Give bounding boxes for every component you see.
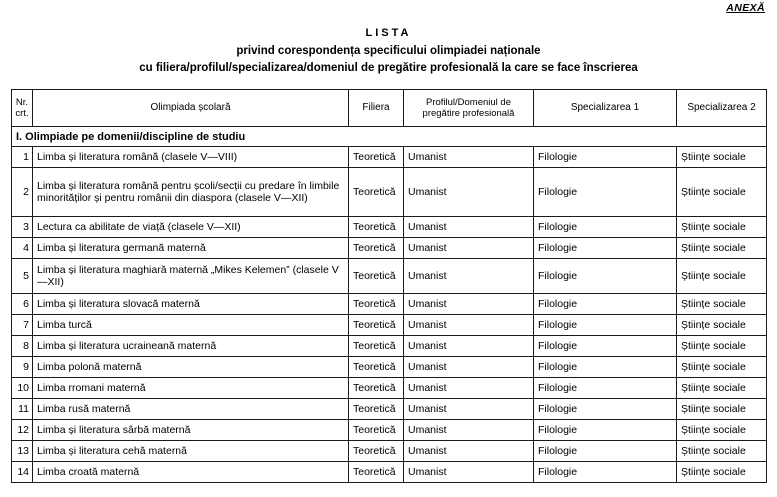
cell-profil: Umanist: [404, 217, 534, 238]
cell-specializarea-1: Filologie: [534, 336, 677, 357]
cell-olimpiada: Limba turcă: [33, 315, 349, 336]
cell-profil: Umanist: [404, 294, 534, 315]
olympiad-correspondence-table: [11, 89, 767, 483]
cell-olimpiada: Limba și literatura germană maternă: [33, 238, 349, 259]
cell-specializarea-1: Filologie: [534, 238, 677, 259]
cell-olimpiada: Limba rusă maternă: [33, 399, 349, 420]
cell-olimpiada: Limba și literatura ucraineană maternă: [33, 336, 349, 357]
cell-specializarea-2: Științe sociale: [677, 378, 767, 399]
cell-olimpiada: Limba și literatura maghiară maternă „Mikes Kelemen” (clasele V—XII): [33, 259, 349, 294]
table-row: [12, 294, 767, 315]
cell-specializarea-2: Științe sociale: [677, 147, 767, 168]
cell-filiera: Teoretică: [349, 315, 404, 336]
document-title-block: [11, 26, 766, 77]
column-header-olimpiada: Olimpiada școlară: [33, 90, 349, 127]
cell-olimpiada: Limba polonă maternă: [33, 357, 349, 378]
cell-nr-crt: 13: [12, 441, 33, 462]
cell-profil: Umanist: [404, 441, 534, 462]
cell-specializarea-2: Științe sociale: [677, 238, 767, 259]
column-header-profil: [404, 90, 534, 127]
table-row: [12, 259, 767, 294]
column-header-filiera: Filiera: [349, 90, 404, 127]
column-header-specializarea-1: Specializarea 1: [534, 90, 677, 127]
table-row: [12, 217, 767, 238]
cell-specializarea-1: Filologie: [534, 399, 677, 420]
cell-filiera: Teoretică: [349, 294, 404, 315]
cell-nr-crt: 8: [12, 336, 33, 357]
cell-specializarea-1: Filologie: [534, 217, 677, 238]
table-row: [12, 336, 767, 357]
cell-olimpiada: Limba și literatura română pentru școli/secții cu predare în limbile minorităților și pentru românii din diaspora (clasele V—XII): [33, 168, 349, 217]
cell-specializarea-1: Filologie: [534, 441, 677, 462]
cell-specializarea-1: Filologie: [534, 294, 677, 315]
column-header-nr-crt-line1: Nr.: [15, 97, 29, 108]
table-row: [12, 420, 767, 441]
cell-specializarea-1: Filologie: [534, 168, 677, 217]
cell-olimpiada: Limba și literatura slovacă maternă: [33, 294, 349, 315]
cell-profil: Umanist: [404, 378, 534, 399]
column-header-nr-crt-line2: crt.: [15, 108, 29, 119]
page-subtitle-line1: privind corespondența specificului olimpiadei naționale: [236, 45, 541, 57]
cell-profil: Umanist: [404, 147, 534, 168]
table-row: [12, 238, 767, 259]
table-row: [12, 378, 767, 399]
cell-specializarea-1: Filologie: [534, 378, 677, 399]
table-row: [12, 399, 767, 420]
cell-nr-crt: 2: [12, 168, 33, 217]
cell-filiera: Teoretică: [349, 399, 404, 420]
cell-olimpiada: Limba croată maternă: [33, 462, 349, 483]
cell-specializarea-2: Științe sociale: [677, 294, 767, 315]
cell-specializarea-2: Științe sociale: [677, 462, 767, 483]
table-row: [12, 315, 767, 336]
cell-profil: Umanist: [404, 238, 534, 259]
cell-specializarea-2: Științe sociale: [677, 217, 767, 238]
cell-nr-crt: 14: [12, 462, 33, 483]
cell-nr-crt: 9: [12, 357, 33, 378]
cell-filiera: Teoretică: [349, 462, 404, 483]
cell-olimpiada: Lectura ca abilitate de viață (clasele V—XII): [33, 217, 349, 238]
cell-filiera: Teoretică: [349, 336, 404, 357]
cell-specializarea-1: Filologie: [534, 147, 677, 168]
column-header-profil-line1: Profilul/Domeniul de: [425, 97, 511, 108]
cell-filiera: Teoretică: [349, 357, 404, 378]
section-title: I. Olimpiade pe domenii/discipline de studiu: [12, 127, 767, 147]
cell-profil: Umanist: [404, 315, 534, 336]
column-header-profil-line2: pregătire profesională: [422, 108, 515, 119]
cell-profil: Umanist: [404, 168, 534, 217]
cell-filiera: Teoretică: [349, 168, 404, 217]
cell-nr-crt: 11: [12, 399, 33, 420]
cell-nr-crt: 3: [12, 217, 33, 238]
cell-filiera: Teoretică: [349, 420, 404, 441]
cell-specializarea-2: Științe sociale: [677, 441, 767, 462]
cell-specializarea-2: Științe sociale: [677, 168, 767, 217]
cell-specializarea-1: Filologie: [534, 420, 677, 441]
cell-nr-crt: 5: [12, 259, 33, 294]
cell-profil: Umanist: [404, 420, 534, 441]
table-row: [12, 168, 767, 217]
cell-specializarea-2: Științe sociale: [677, 357, 767, 378]
cell-profil: Umanist: [404, 336, 534, 357]
column-header-specializarea-2: Specializarea 2: [677, 90, 767, 127]
table-body: [12, 127, 767, 483]
page-title: LISTA: [365, 27, 412, 39]
cell-specializarea-1: Filologie: [534, 315, 677, 336]
cell-nr-crt: 1: [12, 147, 33, 168]
annex-label: ANEXĂ: [726, 2, 765, 14]
table-row: [12, 462, 767, 483]
table-row: [12, 147, 767, 168]
cell-filiera: Teoretică: [349, 441, 404, 462]
table-row: [12, 441, 767, 462]
cell-nr-crt: 12: [12, 420, 33, 441]
cell-nr-crt: 10: [12, 378, 33, 399]
cell-nr-crt: 4: [12, 238, 33, 259]
cell-filiera: Teoretică: [349, 217, 404, 238]
cell-specializarea-2: Științe sociale: [677, 336, 767, 357]
cell-profil: Umanist: [404, 462, 534, 483]
cell-specializarea-1: Filologie: [534, 259, 677, 294]
cell-filiera: Teoretică: [349, 378, 404, 399]
cell-specializarea-1: Filologie: [534, 357, 677, 378]
cell-filiera: Teoretică: [349, 238, 404, 259]
cell-specializarea-2: Științe sociale: [677, 315, 767, 336]
table-header-row: [12, 90, 767, 127]
cell-olimpiada: Limba și literatura română (clasele V—VIII): [33, 147, 349, 168]
cell-filiera: Teoretică: [349, 259, 404, 294]
cell-profil: Umanist: [404, 399, 534, 420]
cell-specializarea-2: Științe sociale: [677, 259, 767, 294]
cell-nr-crt: 6: [12, 294, 33, 315]
cell-specializarea-2: Științe sociale: [677, 420, 767, 441]
cell-olimpiada: Limba rromani maternă: [33, 378, 349, 399]
cell-olimpiada: Limba și literatura cehă maternă: [33, 441, 349, 462]
cell-profil: Umanist: [404, 259, 534, 294]
cell-specializarea-1: Filologie: [534, 462, 677, 483]
page-subtitle-line2: cu filiera/profilul/specializarea/domeniul de pregătire profesională la care se face înscrierea: [139, 62, 638, 74]
column-header-nr-crt: [12, 90, 33, 127]
table-section-header-row: [12, 127, 767, 147]
cell-filiera: Teoretică: [349, 147, 404, 168]
table-row: [12, 357, 767, 378]
cell-nr-crt: 7: [12, 315, 33, 336]
cell-specializarea-2: Științe sociale: [677, 399, 767, 420]
cell-profil: Umanist: [404, 357, 534, 378]
cell-olimpiada: Limba și literatura sârbă maternă: [33, 420, 349, 441]
